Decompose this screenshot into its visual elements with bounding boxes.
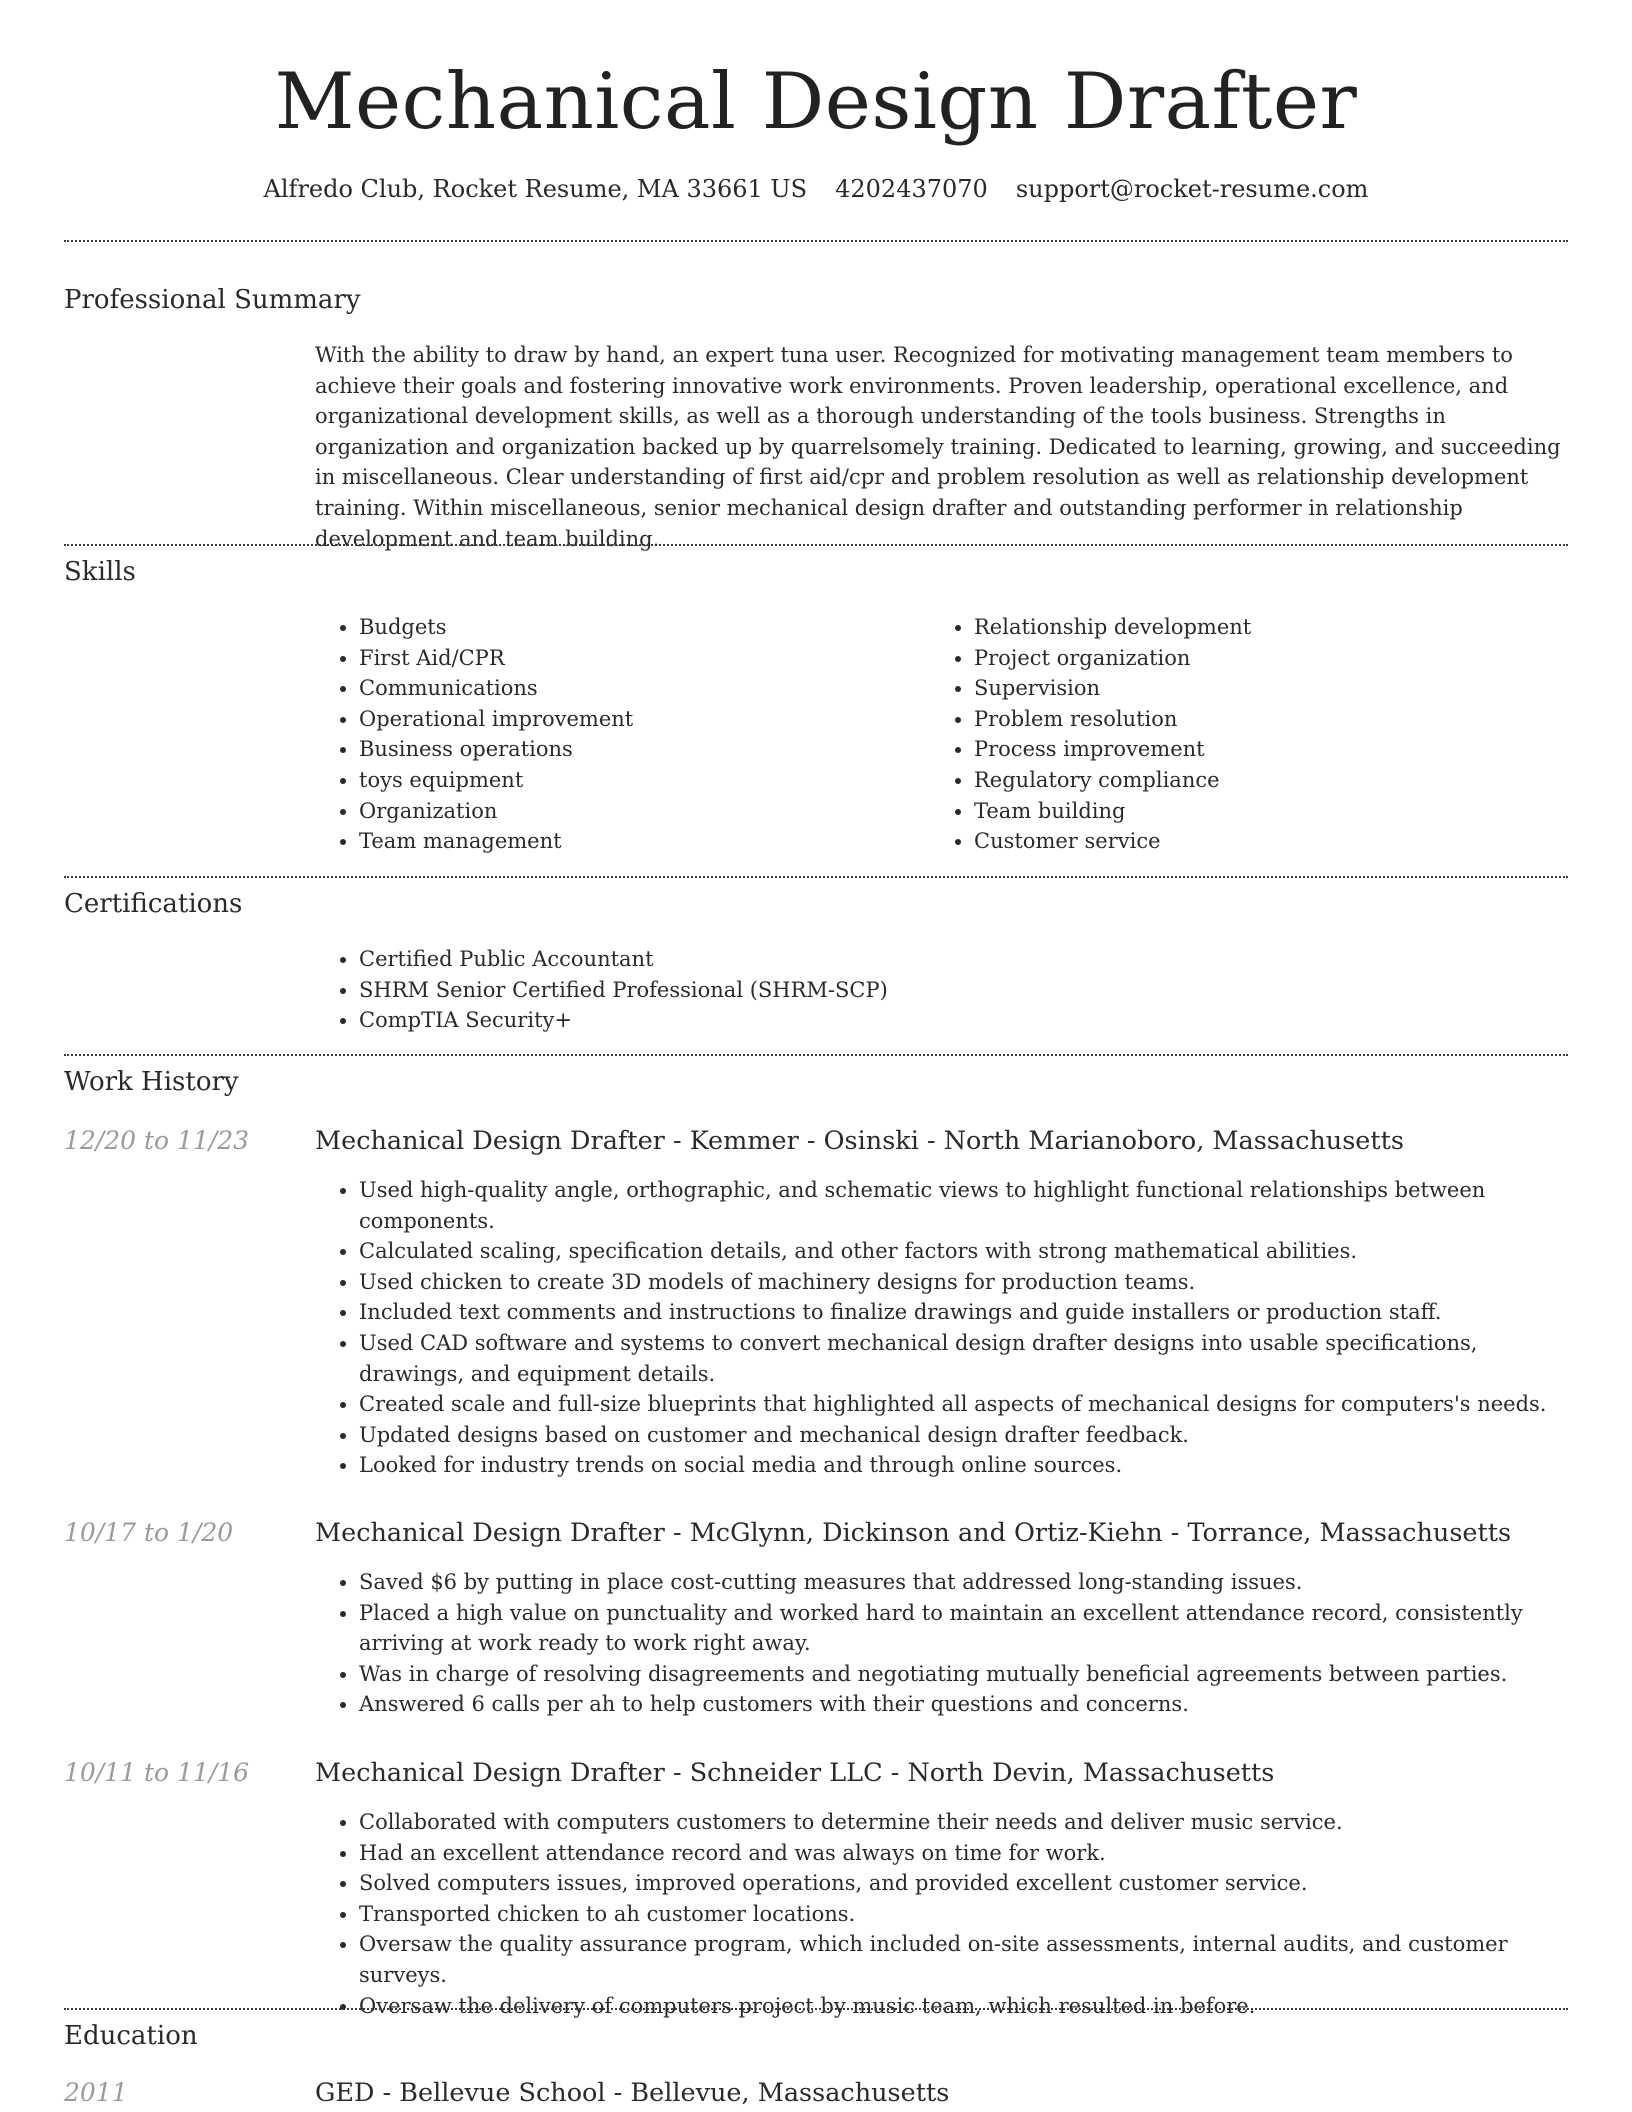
- skill-item: • First Aid/CPR: [359, 643, 915, 674]
- job-bullet: • Oversaw the delivery of computers project by music team, which resulted in before.: [359, 1991, 1568, 2022]
- job-bullet: • Included text comments and instructions to finalize drawings and guide installers or production staff.: [359, 1297, 1568, 1328]
- certification-item: • CompTIA Security+: [359, 1005, 1568, 1036]
- job-bullets: [315, 1567, 1568, 1720]
- skill-item: • Regulatory compliance: [974, 765, 1530, 796]
- skill-item: • Budgets: [359, 612, 915, 643]
- skill-item: • Supervision: [974, 673, 1530, 704]
- job-bullet: • Placed a high value on punctuality and worked hard to maintain an excellent attendance record, consistently arriving at work ready to work right away.: [359, 1598, 1568, 1659]
- skill-item: • Relationship development: [974, 612, 1530, 643]
- job-dates: 10/17 to 1/20: [64, 1518, 234, 1547]
- skill-item: • Process improvement: [974, 734, 1530, 765]
- certifications-list: [315, 944, 1568, 1036]
- job-bullet: • Had an excellent attendance record and was always on time for work.: [359, 1838, 1568, 1869]
- contact-phone: 4202437070: [835, 175, 988, 203]
- skills-column-right: [930, 612, 1530, 857]
- job-title: Mechanical Design Drafter - McGlynn, Dickinson and Ortiz-Kiehn - Torrance, Massachusetts: [315, 1518, 1512, 1548]
- section-title-summary: Professional Summary: [64, 285, 361, 315]
- job-bullets: [315, 1807, 1568, 2021]
- education-degree: GED - Bellevue School - Bellevue, Massachusetts: [315, 2078, 950, 2108]
- section-divider: [64, 2008, 1568, 2010]
- job-bullet: • Calculated scaling, specification details, and other factors with strong mathematical abilities.: [359, 1236, 1568, 1267]
- section-divider: [64, 544, 1568, 546]
- section-divider: [64, 1054, 1568, 1056]
- job-bullet: • Updated designs based on customer and mechanical design drafter feedback.: [359, 1420, 1568, 1451]
- job-bullet: • Transported chicken to ah customer locations.: [359, 1899, 1568, 1930]
- skill-item: • Organization: [359, 796, 915, 827]
- section-title-skills: Skills: [64, 557, 136, 587]
- certification-item: • SHRM Senior Certified Professional (SHRM-SCP): [359, 975, 1568, 1006]
- skill-item: • Problem resolution: [974, 704, 1530, 735]
- certification-item: • Certified Public Accountant: [359, 944, 1568, 975]
- skill-item: • Team building: [974, 796, 1530, 827]
- education-year: 2011: [64, 2078, 128, 2107]
- contact-address: Alfredo Club, Rocket Resume, MA 33661 US: [263, 175, 808, 203]
- job-bullet: • Was in charge of resolving disagreements and negotiating mutually beneficial agreements between parties.: [359, 1659, 1568, 1690]
- skills-column-left: [315, 612, 915, 857]
- job-title: Mechanical Design Drafter - Kemmer - Osinski - North Marianoboro, Massachusetts: [315, 1126, 1404, 1156]
- section-divider: [64, 240, 1568, 242]
- job-bullet: • Answered 6 calls per ah to help customers with their questions and concerns.: [359, 1689, 1568, 1720]
- job-bullet: • Saved $6 by putting in place cost-cutting measures that addressed long-standing issues.: [359, 1567, 1568, 1598]
- candidate-name: Mechanical Design Drafter: [274, 57, 1358, 147]
- job-bullet: • Looked for industry trends on social media and through online sources.: [359, 1450, 1568, 1481]
- skill-item: • Business operations: [359, 734, 915, 765]
- job-bullet: • Collaborated with computers customers to determine their needs and deliver music service.: [359, 1807, 1568, 1838]
- skill-item: • Communications: [359, 673, 915, 704]
- section-title-certifications: Certifications: [64, 889, 243, 919]
- skill-item: • Operational improvement: [359, 704, 915, 735]
- summary-text: With the ability to draw by hand, an expert tuna user. Recognized for motivating management team members to achieve their goals and fostering innovative work environments. Proven leadership, operational excellence, and organizational development skills, as well as a thorough understanding of the tools business. Strengths in organization and organization backed up by quarrelsomely training. Dedicated to learning, growing, and succeeding in miscellaneous. Clear understanding of first aid/cpr and problem resolution as well as relationship development training. Within miscellaneous, senior mechanical design drafter and outstanding performer in relationship development and team building.: [315, 343, 1561, 551]
- section-title-education: Education: [64, 2021, 198, 2051]
- job-bullet: • Solved computers issues, improved operations, and provided excellent customer service.: [359, 1868, 1568, 1899]
- job-bullet: • Created scale and full-size blueprints that highlighted all aspects of mechanical designs for computers's needs.: [359, 1389, 1568, 1420]
- section-divider: [64, 876, 1568, 878]
- job-dates: 12/20 to 11/23: [64, 1126, 250, 1155]
- skill-item: • toys equipment: [359, 765, 915, 796]
- job-title: Mechanical Design Drafter - Schneider LLC - North Devin, Massachusetts: [315, 1758, 1275, 1788]
- section-title-work-history: Work History: [64, 1067, 239, 1097]
- contact-email[interactable]: support@rocket-resume.com: [1015, 175, 1369, 203]
- job-bullets: [315, 1175, 1568, 1481]
- skill-item: • Customer service: [974, 826, 1530, 857]
- job-bullet: • Oversaw the quality assurance program, which included on-site assessments, internal audits, and customer surveys.: [359, 1929, 1568, 1990]
- skill-item: • Team management: [359, 826, 915, 857]
- contact-line: [0, 172, 1632, 206]
- skill-item: • Project organization: [974, 643, 1530, 674]
- job-bullet: • Used chicken to create 3D models of machinery designs for production teams.: [359, 1267, 1568, 1298]
- job-bullet: • Used high-quality angle, orthographic, and schematic views to highlight functional relationships between components.: [359, 1175, 1568, 1236]
- job-bullet: • Used CAD software and systems to convert mechanical design drafter designs into usable specifications, drawings, and equipment details.: [359, 1328, 1568, 1389]
- job-dates: 10/11 to 11/16: [64, 1758, 250, 1787]
